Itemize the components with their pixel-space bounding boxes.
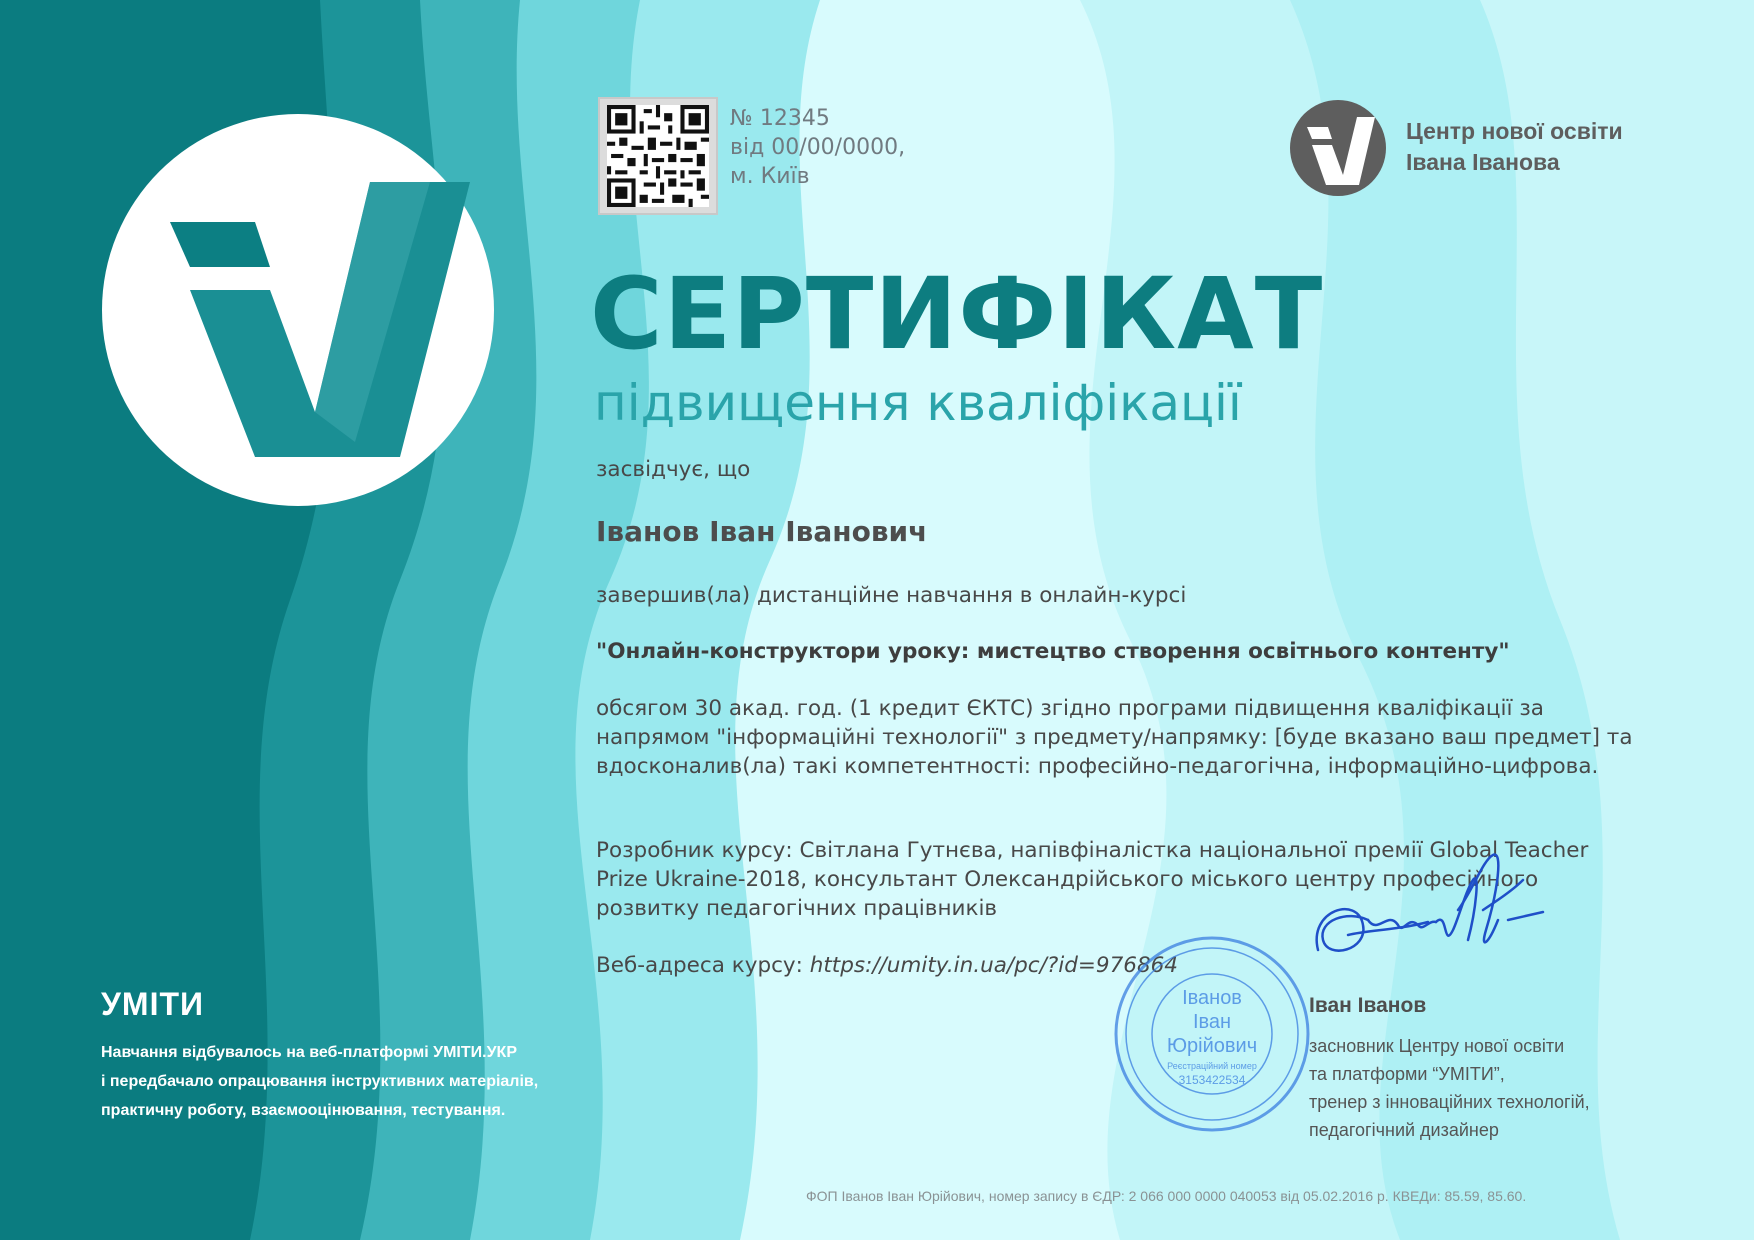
signer-name: Іван Іванов xyxy=(1309,994,1427,1017)
platform-description xyxy=(101,1038,538,1125)
stamp-reg-label: Реєстраційний номер xyxy=(1167,1061,1257,1071)
course-description: обсягом 30 акад. год. (1 кредит ЄКТС) згідно програми підвищення кваліфікації за напрямом "інформаційні технології" з предмету/напрямку: [буде вказано ваш предмет] та вдосконалив(ла) такі компетентності: професійно-педагогічна, інформаційно-цифрова. xyxy=(596,696,1633,779)
signer-role-line: тренер з інноваційних технологій, xyxy=(1309,1092,1590,1112)
certificate-date: від 00/00/0000, xyxy=(730,135,906,160)
course-title: "Онлайн-конструктори уроку: мистецтво створення освітнього контенту" xyxy=(596,639,1510,664)
brand-name-line1: Центр нової освіти xyxy=(1406,118,1623,144)
qr-code[interactable] xyxy=(598,97,718,215)
signer-role-line: засновник Центру нової освіти xyxy=(1309,1036,1565,1056)
platform-desc-line: Навчання відбувалось на веб-платформі УМІТИ.УКР xyxy=(101,1044,517,1061)
recipient-name: Іванов Іван Іванович xyxy=(596,515,928,548)
certificate-title: СЕРТИФІКАТ xyxy=(590,257,1324,372)
certifies-text: засвідчує, що xyxy=(596,457,751,482)
course-url-line xyxy=(596,951,1178,980)
qr-code-icon xyxy=(607,105,709,207)
platform-info xyxy=(101,984,538,1125)
course-url-link[interactable]: https://umity.in.ua/pc/?id=976864 xyxy=(809,953,1178,978)
brand-name xyxy=(1406,116,1623,178)
signer-block xyxy=(1309,992,1590,1144)
signature-image xyxy=(1308,850,1548,990)
course-url-label: Веб-адреса курсу: xyxy=(596,953,803,978)
official-stamp xyxy=(1112,934,1312,1134)
brand-name-line2: Івана Іванова xyxy=(1406,149,1560,175)
platform-desc-line: і передбачало опрацювання інструктивних матеріалів, xyxy=(101,1073,539,1090)
course-developer: Розробник курсу: Світлана Гутнєва, напівфіналістка національної премії Global Teacher Prize Ukraine-2018, консультант Олександрійського міського центру професійного розвитку педагогічних працівників xyxy=(596,838,1589,921)
certificate-number: № 12345 xyxy=(730,106,830,131)
brand-logo-icon xyxy=(1289,99,1387,197)
platform-name: УМІТИ xyxy=(101,986,204,1022)
stamp-line3: Юрійович xyxy=(1166,1035,1258,1057)
stamp-line2: Іван xyxy=(1192,1011,1232,1033)
footer-legal: ФОП Іванов Іван Юрійович, номер запису в ЄДР: 2 066 000 0000 040053 від 05.02.2016 р. КВЕДи: 85.59, 85.60. xyxy=(806,1188,1527,1204)
platform-desc-line: практичну роботу, взаємооцінювання, тестування. xyxy=(101,1102,506,1119)
certificate-subtitle: підвищення кваліфікації xyxy=(594,374,1242,432)
big-logo-icon xyxy=(100,112,496,508)
certificate-meta xyxy=(730,104,905,191)
stamp-line1: Іванов xyxy=(1182,987,1242,1009)
signer-role-line: педагогічний дизайнер xyxy=(1309,1120,1499,1140)
certificate-city: м. Київ xyxy=(730,164,810,189)
signer-role-line: та платформи “УМІТИ”, xyxy=(1309,1064,1505,1084)
completed-text: завершив(ла) дистанційне навчання в онлайн-курсі xyxy=(596,583,1187,608)
signer-role xyxy=(1309,1032,1590,1144)
stamp-reg-number: 3153422534 xyxy=(1178,1073,1246,1087)
